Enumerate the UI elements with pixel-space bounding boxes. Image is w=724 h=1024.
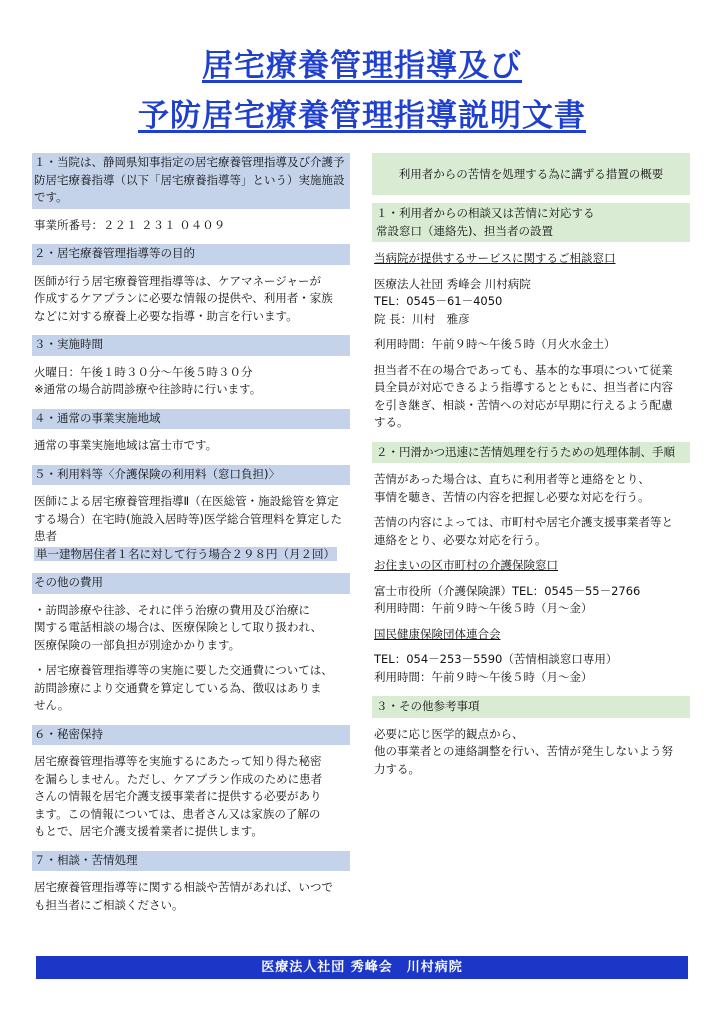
right-section3-header: ３・その他参考事項 [372, 696, 690, 718]
section3-header: ３・実施時間 [32, 335, 350, 356]
section7-body: 居宅療養管理指導等に関する相談や苦情があれば、いつで も担当者にご相談ください。 [34, 880, 333, 912]
section6-header: ６・秘密保持 [32, 725, 350, 746]
other-costs-paragraph1: ・訪問診療や往診、それに伴う治療の費用及び治療に 関する電話相談の場合は、医療保険として取り扱われ、 医療保険の一部負担が別途かかります。 [34, 602, 323, 652]
national-health-federation-label: 国民健康保険団体連合会 [374, 626, 501, 641]
municipal-care-window-contact: 富士市役所（介護保険課）TEL：0545－55－2766 利用時間：午前９時～午後５時（月～金） [374, 583, 641, 615]
office-number: 事業所番号：２２１ ２３１ ０４０９ [34, 217, 226, 232]
hospital-contact: 医療法人社団 秀峰会 川村病院 TEL：0545－61－4050 院 長：川村 雅彦 [374, 276, 531, 326]
municipal-care-window-label: お住まいの区市町村の介護保険窓口 [374, 558, 558, 572]
document-title-line2: 予防居宅療養管理指導説明文書 [138, 98, 586, 134]
section6-body: 居宅療養管理指導等を実施するにあたって知り得た秘密 を漏らしません。ただし、ケアプラン作成のために患者 さんの情報を居宅介護支援事業者に提供する必要があり ます。この情報については、患者さん又は家族の了解の もとで、居宅介護支援着業者に提供します。 [34, 754, 323, 838]
right-section2-paragraph1: 苦情があった場合は、直ちに利用者等と連絡をとり、 事情を聴き、苦情の内容を把握し必要な対応を行う。 [374, 472, 650, 504]
other-costs-paragraph2: ・居宅療養管理指導等の実施に要した交通費については、 訪問診療により交通費を算定している為、徴収はありま せん。 [34, 663, 333, 712]
right-column [372, 153, 690, 778]
section3-body: 火曜日：午後１時３０分～午後５時３０分 ※通常の場合訪問診療や往診時に行います。 [34, 364, 262, 396]
national-health-federation-contact: TEL：054－253－5590（苦情相談窓口専用） 利用時間：午前９時～午後５時（月～金） [374, 652, 618, 684]
left-column [32, 153, 350, 914]
complaint-measures-header: 利用者からの苦情を処理する為に講ずる措置の概要 [372, 153, 690, 195]
right-section1-header: １・利用者からの相談又は苦情に対応する 常設窓口（連絡先)、担当者の設置 [372, 203, 690, 242]
right-section2-header: ２・円滑かつ迅速に苦情処理を行うための処理体制、手順 [372, 442, 690, 464]
section5-body: 医師による居宅療養管理指導Ⅱ（在医総管・施設総管を算定する場合）在宅時(施設入居時等)医学総合管理料を算定した患者 [34, 494, 342, 543]
hospital-consultation-window-label: 当病院が提供するサービスに関するご相談窓口 [374, 251, 616, 265]
section4-body: 通常の事業実施地域は富士市です。 [34, 438, 218, 452]
document-title-line1: 居宅療養管理指導及び [202, 48, 522, 84]
hospital-hours: 利用時間：午前９時～午後５時（月火水金土） [374, 337, 616, 351]
other-costs-header: その他の費用 [32, 573, 350, 594]
right-section2-paragraph2: 苦情の内容によっては、市町村や居宅介護支援事業者等と 連絡をとり、必要な対応を行う。 [374, 515, 673, 547]
section5-fee-highlight: 単一建物居住者１名に対して行う場合２９８円（月２回） [36, 546, 335, 561]
section1-header: １・当院は、静岡県知事指定の居宅療養管理指導及び介護予防居宅療養指導（以下「居宅療養指導等」という）実施施設です。 [32, 153, 350, 209]
section4-header: ４・通常の事業実施地域 [32, 409, 350, 430]
section2-body: 医師が行う居宅療養管理指導等は、ケアマネージャーが 作成するケアプランに必要な情報の提供や、利用者・家族 などに対する療養上必要な指導・助言を行います。 [34, 273, 333, 323]
section2-header: ２・居宅療養管理指導等の目的 [32, 244, 350, 265]
right-section1-body: 担当者不在の場合であっても、基本的な事項について従業 員全員が対応できるよう指導するとともに、担当者に内容 を引き継ぎ、相談・苦情への対応が早期に行えるよう配慮 する。 [374, 362, 673, 429]
section5-header: ５・利用料等〈介護保険の利用料（窓口負担)〉 [32, 465, 350, 486]
section7-header: ７・相談・苦情処理 [32, 851, 350, 872]
footer-hospital-name: 医療法人社団 秀峰会 川村病院 [36, 956, 688, 979]
right-section3-body: 必要に応じ医学的観点から、 他の事業者との連絡調整を行い、苦情が発生しないよう努 力する。 [374, 726, 673, 776]
